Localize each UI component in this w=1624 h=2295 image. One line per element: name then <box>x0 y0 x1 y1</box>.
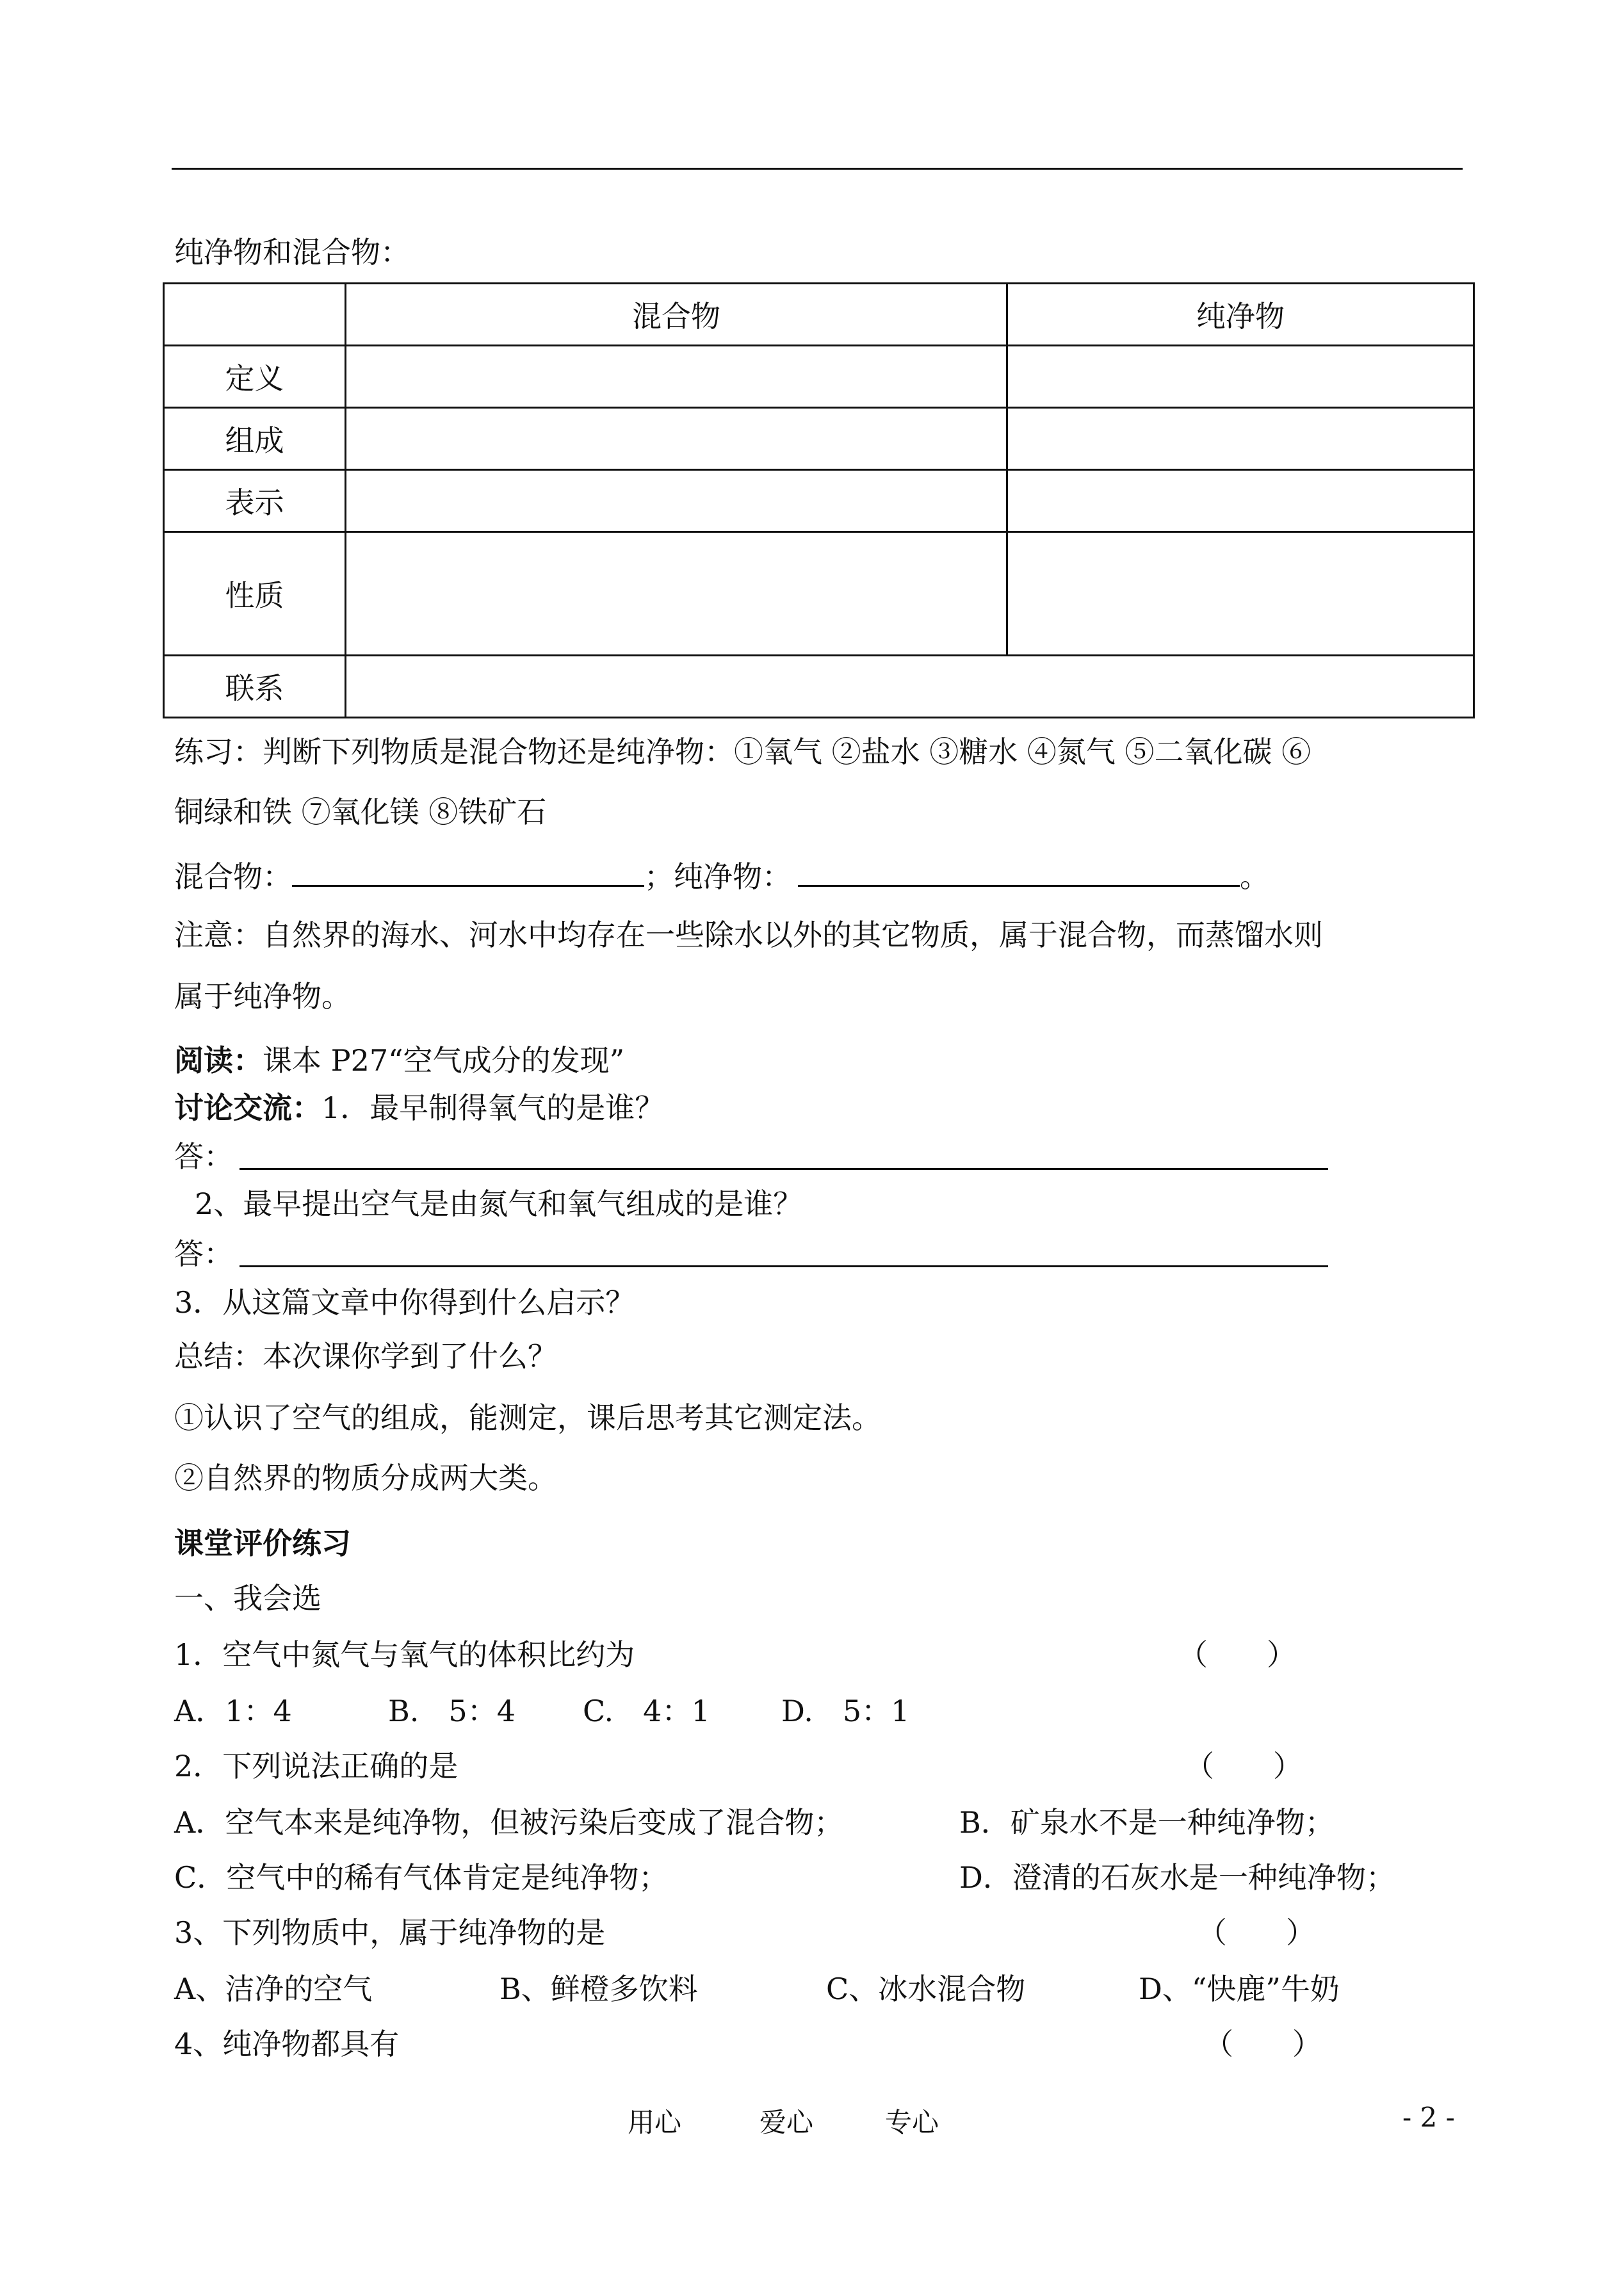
table-cell <box>1007 470 1474 532</box>
question-4-paren[interactable]: （ ） <box>1204 2027 1322 2061</box>
pure-label: ；纯净物： <box>644 859 792 894</box>
q3-option-a[interactable]: A、洁净的空气 <box>174 1972 373 2006</box>
answer-2-line[interactable] <box>240 1265 1328 1267</box>
summary-point-1: ①认识了空气的组成，能测定，课后思考其它测定法。 <box>174 1400 881 1435</box>
comparison-table <box>163 282 1475 718</box>
q1-option-d[interactable]: D. 5：1 <box>781 1694 910 1728</box>
table-row <box>164 408 1474 470</box>
question-3-stem: 3、下列物质中，属于纯净物的是 <box>174 1915 606 1950</box>
table-cell <box>1007 532 1474 656</box>
q2-option-d[interactable]: D．澄清的石灰水是一种纯净物； <box>959 1860 1395 1895</box>
question-2-stem: 2．下列说法正确的是 <box>174 1749 459 1783</box>
row-label: 联系 <box>164 656 346 718</box>
section-intro: 纯净物和混合物： <box>174 235 410 270</box>
row-label: 性质 <box>164 532 346 656</box>
table-row <box>164 656 1474 718</box>
question-2-paren[interactable]: （ ） <box>1185 1749 1303 1783</box>
note-line-2: 属于纯净物。 <box>174 979 351 1014</box>
exercise-title: 课堂评价练习 <box>174 1526 351 1561</box>
pure-answer-blank[interactable] <box>798 856 1240 887</box>
footer-motto-1: 用心 <box>628 2107 682 2138</box>
answer-line <box>174 856 1269 895</box>
footer-motto-3: 专心 <box>885 2107 939 2138</box>
table-cell <box>346 408 1007 470</box>
answer-1-line[interactable] <box>240 1168 1328 1170</box>
discussion-label: 讨论交流： <box>174 1091 321 1125</box>
question-4-stem: 4、纯净物都具有 <box>174 2027 400 2061</box>
q2-option-c[interactable]: C．空气中的稀有气体肯定是纯净物； <box>174 1860 669 1895</box>
table-cell <box>346 656 1474 718</box>
row-label: 表示 <box>164 470 346 532</box>
table-header-cell: 纯净物 <box>1007 284 1474 346</box>
table-header-cell: 混合物 <box>346 284 1007 346</box>
q2-option-a[interactable]: A．空气本来是纯净物，但被污染后变成了混合物； <box>174 1805 844 1840</box>
table-cell <box>1007 346 1474 408</box>
table-row <box>164 532 1474 656</box>
question-2: 2、最早提出空气是由氮气和氧气组成的是谁？ <box>195 1187 803 1221</box>
exercise-section: 一、我会选 <box>174 1581 321 1616</box>
page-number: - 2 - <box>1402 2102 1455 2133</box>
table-cell <box>346 346 1007 408</box>
practice-line-2: 铜绿和铁 ⑦氧化镁 ⑧铁矿石 <box>174 795 547 829</box>
mixture-answer-blank[interactable] <box>292 856 644 887</box>
question-1-stem: 1．空气中氮气与氧气的体积比约为 <box>174 1637 635 1672</box>
q1-option-c[interactable]: C. 4：1 <box>583 1694 710 1728</box>
q1-option-a[interactable]: A．1：4 <box>174 1694 292 1728</box>
table-header-cell <box>164 284 346 346</box>
question-1: 1．最早制得氧气的是谁？ <box>321 1091 665 1125</box>
q3-option-d[interactable]: D、“快鹿”牛奶 <box>1139 1972 1340 2006</box>
summary-point-2: ②自然界的物质分成两大类。 <box>174 1461 557 1495</box>
mixture-label: 混合物： <box>174 859 292 894</box>
table-row <box>164 470 1474 532</box>
summary-question: 总结：本次课你学到了什么？ <box>174 1339 557 1374</box>
table-cell <box>346 532 1007 656</box>
table-cell <box>346 470 1007 532</box>
table-header-row <box>164 284 1474 346</box>
question-3: 3．从这篇文章中你得到什么启示？ <box>174 1285 635 1320</box>
reading-text: 课本 P27“空气成分的发现” <box>263 1043 625 1078</box>
q2-option-b[interactable]: B．矿泉水不是一种纯净物； <box>959 1805 1335 1840</box>
practice-line-1: 练习：判断下列物质是混合物还是纯净物：①氧气 ②盐水 ③糖水 ④氮气 ⑤二氧化碳 ⑥ <box>174 734 1311 769</box>
table-cell <box>1007 408 1474 470</box>
row-label: 定义 <box>164 346 346 408</box>
q1-option-b[interactable]: B. 5：4 <box>388 1694 516 1728</box>
discussion-q1 <box>174 1090 664 1126</box>
row-label: 组成 <box>164 408 346 470</box>
reading-label: 阅读： <box>174 1043 263 1078</box>
reading-line <box>174 1042 624 1078</box>
q3-option-c[interactable]: C、冰水混合物 <box>826 1972 1026 2006</box>
note-line-1: 注意：自然界的海水、河水中均存在一些除水以外的其它物质，属于混合物，而蒸馏水则 <box>174 918 1323 952</box>
question-3-paren[interactable]: （ ） <box>1198 1915 1315 1950</box>
question-1-paren[interactable]: （ ） <box>1178 1637 1296 1672</box>
header-rule <box>172 168 1463 170</box>
q3-option-b[interactable]: B、鲜橙多饮料 <box>499 1972 698 2006</box>
answer-2-label: 答： <box>174 1237 233 1271</box>
answer-1-label: 答： <box>174 1139 233 1174</box>
footer-motto-2: 爱心 <box>759 2107 814 2138</box>
table-row <box>164 346 1474 408</box>
period: 。 <box>1240 859 1269 894</box>
